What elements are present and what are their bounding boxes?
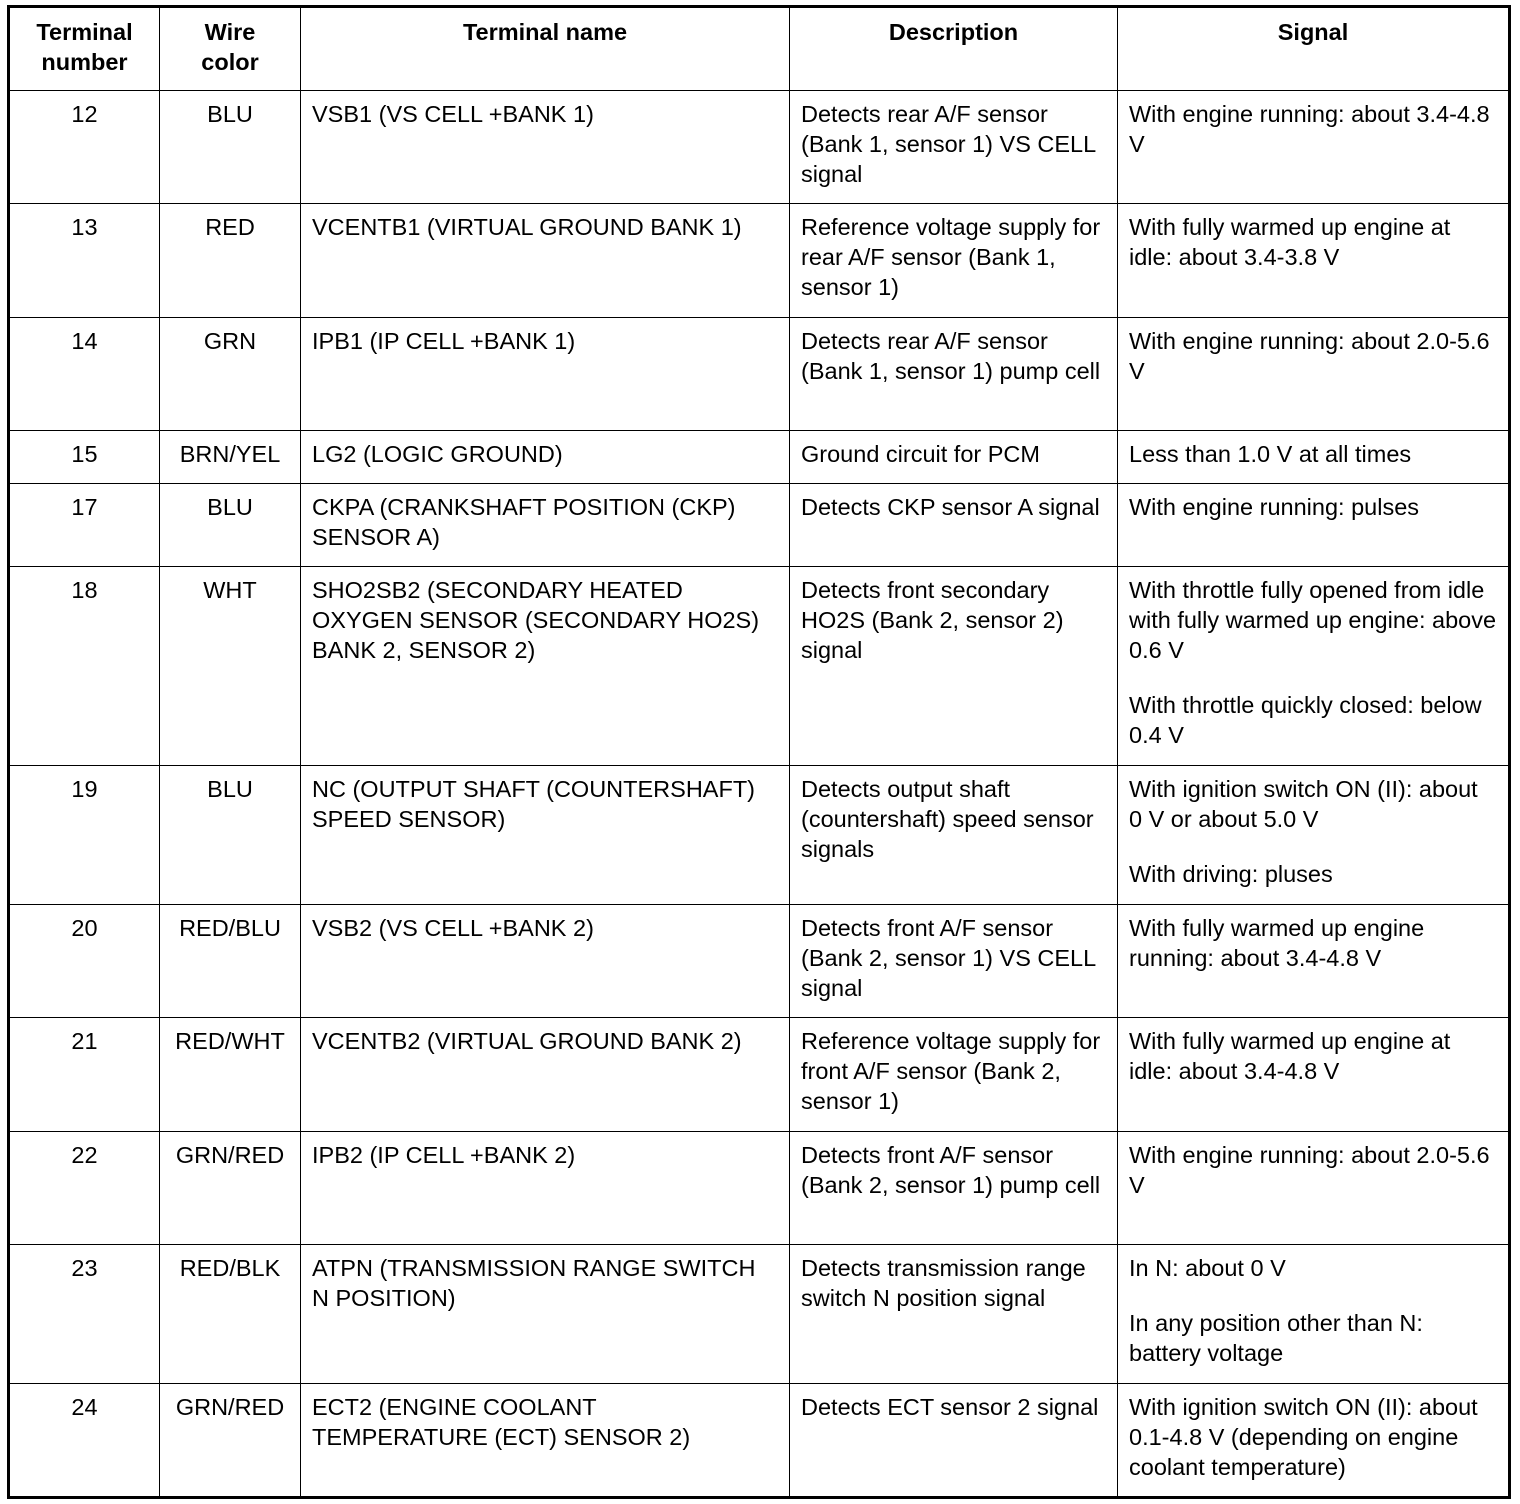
table-row bbox=[9, 204, 1510, 318]
terminal-number-cell: 20 bbox=[9, 905, 160, 1018]
table-row bbox=[9, 766, 1510, 905]
wire-color-cell: RED/WHT bbox=[160, 1018, 301, 1132]
signal-line: In any position other than N: battery voltage bbox=[1129, 1310, 1423, 1366]
description-cell: Reference voltage supply for front A/F sensor (Bank 2, sensor 1) bbox=[790, 1018, 1118, 1132]
signal-cell bbox=[1118, 1245, 1510, 1384]
table-row bbox=[9, 91, 1510, 204]
signal-line: With engine running: pulses bbox=[1129, 494, 1420, 520]
signal-line: With engine running: about 2.0-5.6 V bbox=[1129, 1142, 1490, 1198]
signal-cell bbox=[1118, 431, 1510, 484]
description-cell: Detects front A/F sensor (Bank 2, sensor 1) VS CELL signal bbox=[790, 905, 1118, 1018]
description-cell: Detects front A/F sensor (Bank 2, sensor 1) pump cell bbox=[790, 1132, 1118, 1245]
signal-line: With fully warmed up engine at idle: about 3.4-3.8 V bbox=[1129, 214, 1451, 270]
wire-color-cell: BLU bbox=[160, 766, 301, 905]
signal-cell bbox=[1118, 318, 1510, 431]
terminal-number-cell: 14 bbox=[9, 318, 160, 431]
terminal-table bbox=[7, 5, 1511, 1499]
description-cell: Detects output shaft (countershaft) speed sensor signals bbox=[790, 766, 1118, 905]
description-cell: Detects rear A/F sensor (Bank 1, sensor 1) pump cell bbox=[790, 318, 1118, 431]
terminal-number-cell: 13 bbox=[9, 204, 160, 318]
signal-line: With fully warmed up engine running: about 3.4-4.8 V bbox=[1129, 915, 1425, 971]
description-cell: Detects front secondary HO2S (Bank 2, sensor 2) signal bbox=[790, 567, 1118, 766]
terminal-name-cell: IPB1 (IP CELL +BANK 1) bbox=[301, 318, 790, 431]
terminal-name-cell: VCENTB2 (VIRTUAL GROUND BANK 2) bbox=[301, 1018, 790, 1132]
description-cell: Ground circuit for PCM bbox=[790, 431, 1118, 484]
table-row bbox=[9, 431, 1510, 484]
wire-color-cell: RED/BLK bbox=[160, 1245, 301, 1384]
table-row bbox=[9, 905, 1510, 1018]
header-signal: Signal bbox=[1118, 7, 1510, 91]
signal-line: With driving: pluses bbox=[1129, 861, 1333, 887]
description-cell: Reference voltage supply for rear A/F sensor (Bank 1, sensor 1) bbox=[790, 204, 1118, 318]
terminal-name-cell: ECT2 (ENGINE COOLANT TEMPERATURE (ECT) SENSOR 2) bbox=[301, 1384, 790, 1498]
terminal-name-cell: SHO2SB2 (SECONDARY HEATED OXYGEN SENSOR (SECONDARY HO2S) BANK 2, SENSOR 2) bbox=[301, 567, 790, 766]
terminal-name-cell: IPB2 (IP CELL +BANK 2) bbox=[301, 1132, 790, 1245]
description-cell: Detects transmission range switch N position signal bbox=[790, 1245, 1118, 1384]
table-row bbox=[9, 484, 1510, 567]
terminal-number-cell: 23 bbox=[9, 1245, 160, 1384]
terminal-number-cell: 19 bbox=[9, 766, 160, 905]
signal-line: With ignition switch ON (II): about 0 V or about 5.0 V bbox=[1129, 776, 1478, 832]
terminal-number-cell: 15 bbox=[9, 431, 160, 484]
header-terminal-name: Terminal name bbox=[301, 7, 790, 91]
terminal-name-cell: NC (OUTPUT SHAFT (COUNTERSHAFT) SPEED SENSOR) bbox=[301, 766, 790, 905]
signal-line: With fully warmed up engine at idle: about 3.4-4.8 V bbox=[1129, 1028, 1451, 1084]
terminal-name-cell: CKPA (CRANKSHAFT POSITION (CKP) SENSOR A) bbox=[301, 484, 790, 567]
wire-color-cell: RED/BLU bbox=[160, 905, 301, 1018]
terminal-name-cell: VCENTB1 (VIRTUAL GROUND BANK 1) bbox=[301, 204, 790, 318]
terminal-number-cell: 12 bbox=[9, 91, 160, 204]
signal-line: With throttle quickly closed: below 0.4 V bbox=[1129, 692, 1482, 748]
table-row bbox=[9, 1132, 1510, 1245]
wire-color-cell: GRN bbox=[160, 318, 301, 431]
signal-line: With engine running: about 2.0-5.6 V bbox=[1129, 328, 1490, 384]
table-row bbox=[9, 1384, 1510, 1498]
signal-cell bbox=[1118, 204, 1510, 318]
wire-color-cell: GRN/RED bbox=[160, 1132, 301, 1245]
wire-color-cell: BLU bbox=[160, 484, 301, 567]
table-row bbox=[9, 318, 1510, 431]
header-wire-color: Wire color bbox=[160, 7, 301, 91]
terminal-number-cell: 18 bbox=[9, 567, 160, 766]
wire-color-cell: RED bbox=[160, 204, 301, 318]
description-cell: Detects rear A/F sensor (Bank 1, sensor 1) VS CELL signal bbox=[790, 91, 1118, 204]
signal-cell bbox=[1118, 567, 1510, 766]
description-cell: Detects CKP sensor A signal bbox=[790, 484, 1118, 567]
wire-color-cell: BRN/YEL bbox=[160, 431, 301, 484]
signal-cell bbox=[1118, 1018, 1510, 1132]
header-terminal-number: Terminal number bbox=[9, 7, 160, 91]
header-description: Description bbox=[790, 7, 1118, 91]
signal-line: With throttle fully opened from idle with fully warmed up engine: above 0.6 V bbox=[1129, 577, 1497, 663]
signal-line: With engine running: about 3.4-4.8 V bbox=[1129, 101, 1490, 157]
terminal-number-cell: 17 bbox=[9, 484, 160, 567]
table-row bbox=[9, 1245, 1510, 1384]
signal-cell bbox=[1118, 484, 1510, 567]
signal-line: In N: about 0 V bbox=[1129, 1255, 1286, 1281]
signal-cell bbox=[1118, 905, 1510, 1018]
table-row bbox=[9, 1018, 1510, 1132]
wire-color-cell: BLU bbox=[160, 91, 301, 204]
signal-cell bbox=[1118, 1384, 1510, 1498]
header-row bbox=[9, 7, 1510, 91]
signal-cell bbox=[1118, 91, 1510, 204]
terminal-name-cell: ATPN (TRANSMISSION RANGE SWITCH N POSITION) bbox=[301, 1245, 790, 1384]
terminal-number-cell: 21 bbox=[9, 1018, 160, 1132]
table-row bbox=[9, 567, 1510, 766]
signal-line: Less than 1.0 V at all times bbox=[1129, 441, 1412, 467]
signal-cell bbox=[1118, 766, 1510, 905]
terminal-number-cell: 22 bbox=[9, 1132, 160, 1245]
signal-cell bbox=[1118, 1132, 1510, 1245]
signal-line: With ignition switch ON (II): about 0.1-4.8 V (depending on engine coolant temperature) bbox=[1129, 1394, 1478, 1480]
terminal-number-cell: 24 bbox=[9, 1384, 160, 1498]
table-body bbox=[9, 91, 1510, 1498]
wire-color-cell: WHT bbox=[160, 567, 301, 766]
description-cell: Detects ECT sensor 2 signal bbox=[790, 1384, 1118, 1498]
terminal-name-cell: VSB2 (VS CELL +BANK 2) bbox=[301, 905, 790, 1018]
wire-color-cell: GRN/RED bbox=[160, 1384, 301, 1498]
terminal-name-cell: LG2 (LOGIC GROUND) bbox=[301, 431, 790, 484]
terminal-name-cell: VSB1 (VS CELL +BANK 1) bbox=[301, 91, 790, 204]
